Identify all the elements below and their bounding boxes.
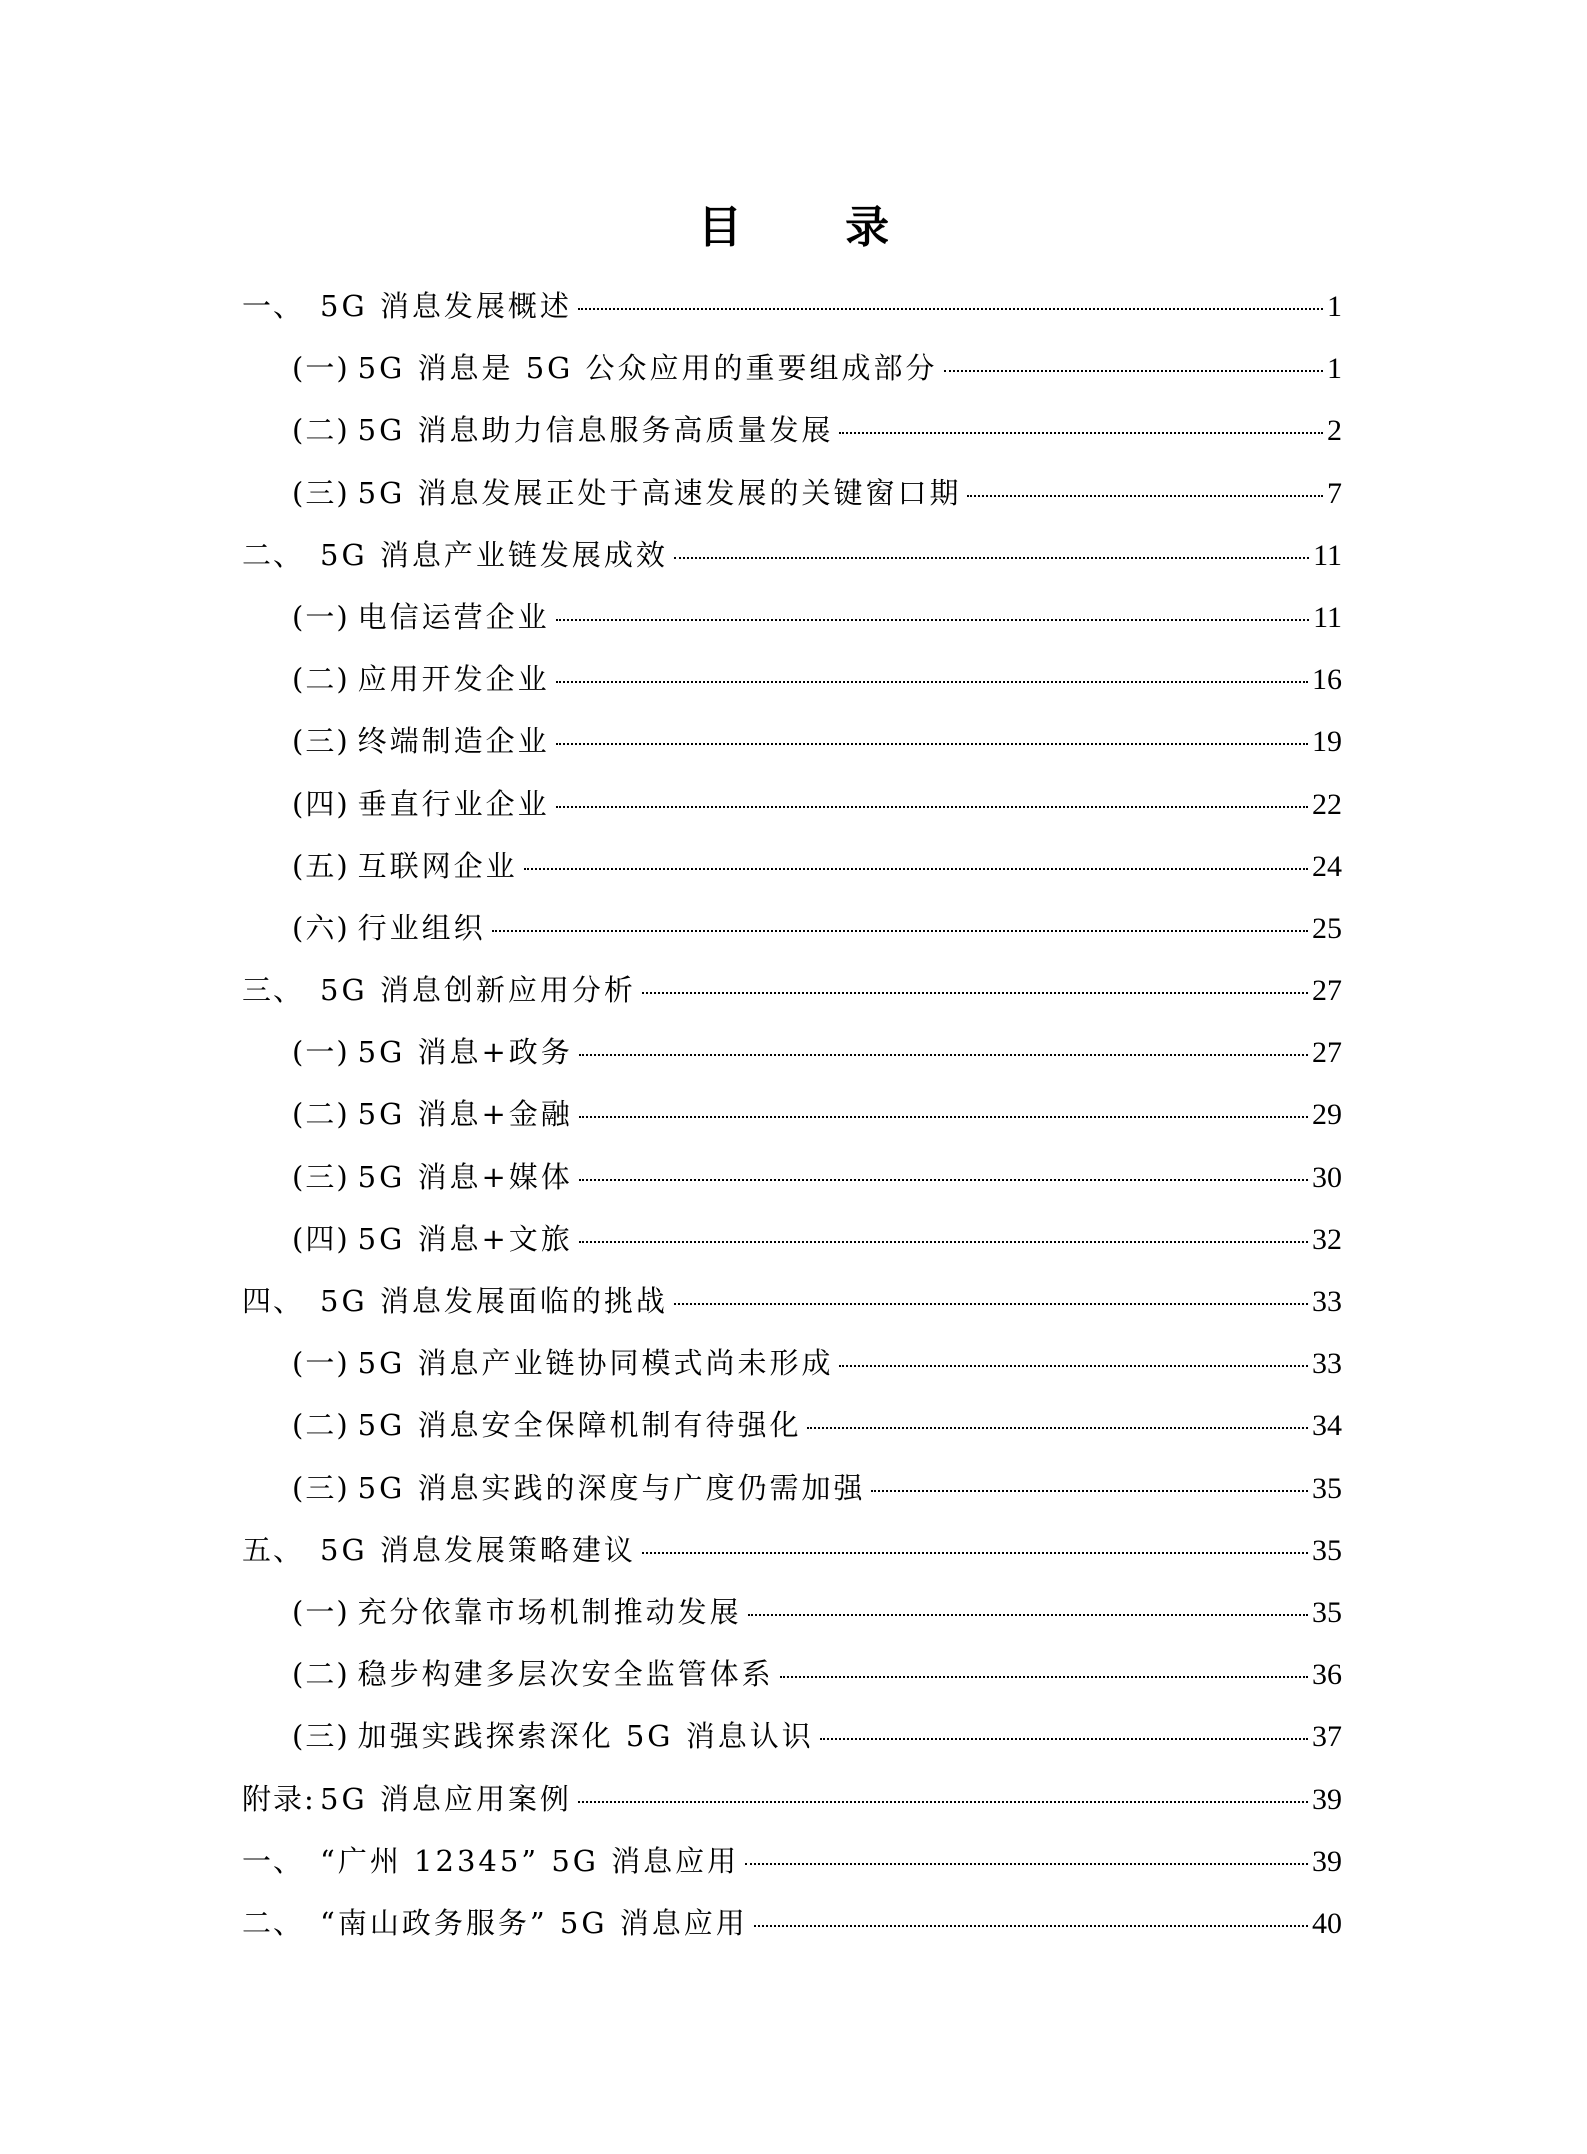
toc-entry-title: 5G 消息发展面临的挑战	[320, 1284, 668, 1318]
toc-section-entry[interactable]	[242, 1211, 1342, 1273]
toc-entry-title: 5G 消息安全保障机制有待强化	[357, 1408, 802, 1443]
toc-entry-title: 充分依靠市场机制推动发展	[357, 1594, 742, 1629]
toc-dot-leader	[754, 1925, 1308, 1927]
toc-entry-label	[292, 1211, 573, 1267]
toc-chapter-entry[interactable]	[242, 527, 1342, 589]
toc-page-number: 34	[1312, 1409, 1342, 1443]
toc-section-entry[interactable]	[242, 340, 1342, 402]
toc-entry-title: 5G 消息产业链发展成效	[320, 537, 668, 572]
toc-dot-leader	[556, 743, 1308, 745]
toc-entry-number: (二)	[292, 1097, 350, 1132]
toc-section-entry[interactable]	[242, 465, 1342, 527]
toc-entry-number: 三、	[242, 973, 305, 1008]
toc-entry-label	[242, 1895, 748, 1951]
toc-entry-number: (一)	[292, 1594, 350, 1629]
toc-entry-number: (一)	[292, 1346, 350, 1381]
toc-section-entry[interactable]	[242, 900, 1342, 962]
toc-entry-title: 垂直行业企业	[357, 786, 550, 821]
toc-entry-label	[242, 1522, 636, 1578]
toc-page-number: 16	[1312, 663, 1342, 697]
toc-entry-title: 稳步构建多层次安全监管体系	[357, 1657, 774, 1692]
toc-page-number: 27	[1312, 974, 1342, 1008]
toc-dot-leader	[579, 1116, 1308, 1118]
toc-dot-leader	[967, 495, 1323, 497]
toc-entry-number: (一)	[292, 351, 350, 386]
toc-entry-number: (三)	[292, 1719, 350, 1754]
toc-entry-number: 一、	[242, 1843, 305, 1878]
toc-page-number: 27	[1312, 1036, 1342, 1070]
toc-entry-title: “南山政务服务” 5G 消息应用	[320, 1905, 748, 1940]
toc-entry-number: (三)	[292, 1159, 350, 1194]
toc-dot-leader	[579, 1241, 1308, 1243]
toc-dot-leader	[820, 1738, 1308, 1740]
toc-dot-leader	[556, 806, 1308, 808]
toc-entry-title: 5G 消息+媒体	[357, 1159, 573, 1194]
toc-entry-label	[292, 1086, 573, 1142]
toc-section-entry[interactable]	[242, 651, 1342, 713]
toc-entry-number: (三)	[292, 1470, 350, 1505]
toc-section-entry[interactable]	[242, 713, 1342, 775]
toc-entry-label	[292, 1024, 573, 1080]
toc-entry-title: 终端制造企业	[357, 724, 550, 759]
toc-page-number: 19	[1312, 725, 1342, 759]
toc-entry-label	[292, 465, 961, 521]
toc-entry-number: (四)	[292, 1221, 350, 1256]
toc-entry-label	[292, 340, 938, 396]
toc-entry-number: (一)	[292, 1035, 350, 1070]
toc-page-number: 33	[1312, 1285, 1342, 1318]
toc-list	[242, 278, 1342, 1957]
toc-entry-label	[242, 962, 636, 1018]
toc-entry-number: (一)	[292, 599, 350, 634]
toc-entry-number: 二、	[242, 537, 305, 572]
toc-page-number: 25	[1312, 911, 1342, 945]
toc-entry-title: 5G 消息创新应用分析	[320, 973, 636, 1008]
toc-dot-leader	[578, 308, 1323, 310]
toc-entry-label	[292, 1397, 801, 1453]
toc-page-number: 2	[1327, 414, 1342, 448]
toc-entry-number: (二)	[292, 1657, 350, 1692]
toc-entry-title: 5G 消息实践的深度与广度仍需加强	[357, 1470, 866, 1505]
toc-entry-label	[292, 1584, 742, 1640]
toc-page-number: 11	[1313, 600, 1342, 634]
toc-dot-leader	[579, 1054, 1308, 1056]
toc-dot-leader	[745, 1863, 1308, 1865]
toc-entry-title: 5G 消息助力信息服务高质量发展	[357, 413, 834, 448]
toc-page-number: 32	[1312, 1222, 1342, 1256]
toc-entry-title: 5G 消息+政务	[357, 1035, 573, 1070]
toc-entry-label	[292, 589, 550, 645]
toc-entry-label	[292, 713, 550, 769]
toc-entry-label	[292, 402, 833, 458]
toc-section-entry[interactable]	[242, 838, 1342, 900]
toc-entry-number: 附录:	[242, 1781, 316, 1816]
toc-entry-number: 五、	[242, 1532, 305, 1567]
toc-page-number: 37	[1312, 1720, 1342, 1754]
toc-section-entry[interactable]	[242, 589, 1342, 651]
toc-page-number: 39	[1312, 1782, 1342, 1816]
toc-entry-label	[292, 838, 518, 894]
toc-page-number: 36	[1312, 1658, 1342, 1692]
toc-entry-title: 5G 消息+文旅	[357, 1221, 573, 1256]
toc-page-number: 1	[1327, 352, 1342, 386]
toc-page-number: 30	[1312, 1160, 1342, 1194]
toc-page-number: 33	[1312, 1347, 1342, 1381]
toc-entry-label	[242, 1771, 572, 1827]
toc-entry-title: 应用开发企业	[357, 662, 550, 697]
toc-section-entry[interactable]	[242, 1584, 1342, 1646]
toc-entry-label	[292, 776, 550, 832]
toc-section-entry[interactable]	[242, 1646, 1342, 1708]
toc-entry-title: 5G 消息是 5G 公众应用的重要组成部分	[357, 351, 938, 386]
toc-entry-label	[292, 1149, 573, 1205]
toc-entry-number: (二)	[292, 413, 350, 448]
toc-dot-leader	[839, 1365, 1308, 1367]
toc-page-number: 35	[1312, 1471, 1342, 1505]
toc-entry-title: 5G 消息发展概述	[320, 289, 572, 323]
toc-entry-title: 5G 消息+金融	[357, 1097, 573, 1132]
toc-entry-label	[242, 1273, 668, 1329]
toc-entry-title: 电信运营企业	[357, 599, 550, 634]
toc-entry-label	[292, 900, 486, 956]
toc-section-entry[interactable]	[242, 1397, 1342, 1459]
toc-entry-title: 行业组织	[357, 910, 486, 945]
toc-title: 目 录	[697, 202, 934, 253]
toc-dot-leader	[556, 681, 1308, 683]
toc-entry-number: 四、	[242, 1284, 305, 1318]
toc-entry-title: 互联网企业	[357, 848, 518, 883]
toc-dot-leader	[944, 370, 1323, 372]
toc-chapter-entry[interactable]	[242, 1273, 1342, 1335]
toc-chapter-entry[interactable]	[242, 1895, 1342, 1957]
toc-dot-leader	[674, 557, 1309, 559]
toc-entry-label	[292, 1708, 814, 1764]
toc-entry-title: 5G 消息产业链协同模式尚未形成	[357, 1346, 834, 1381]
toc-entry-number: (二)	[292, 662, 350, 697]
toc-page-number: 29	[1312, 1098, 1342, 1132]
toc-dot-leader	[839, 432, 1323, 434]
toc-section-entry[interactable]	[242, 1460, 1342, 1522]
toc-entry-label	[292, 651, 550, 707]
toc-entry-label	[242, 278, 572, 334]
toc-dot-leader	[674, 1303, 1308, 1305]
toc-dot-leader	[524, 868, 1308, 870]
toc-entry-title: “广州 12345” 5G 消息应用	[320, 1843, 740, 1878]
toc-entry-title: 加强实践探索深化 5G 消息认识	[357, 1719, 814, 1754]
toc-page-number: 35	[1312, 1533, 1342, 1567]
toc-entry-label	[292, 1646, 774, 1702]
toc-dot-leader	[556, 619, 1309, 621]
toc-entry-title: 5G 消息应用案例	[320, 1781, 572, 1816]
toc-chapter-entry[interactable]	[242, 1522, 1342, 1584]
toc-section-entry[interactable]	[242, 1708, 1342, 1770]
toc-chapter-entry[interactable]	[242, 1833, 1342, 1895]
toc-dot-leader	[642, 992, 1308, 994]
toc-chapter-entry[interactable]	[242, 1771, 1342, 1833]
toc-entry-number: (四)	[292, 786, 350, 821]
toc-entry-number: 一、	[242, 289, 305, 323]
toc-entry-number: (二)	[292, 1408, 350, 1443]
toc-dot-leader	[748, 1614, 1308, 1616]
toc-page-number: 1	[1327, 290, 1342, 323]
toc-section-entry[interactable]	[242, 1335, 1342, 1397]
toc-entry-number: (五)	[292, 848, 350, 883]
toc-page-number: 24	[1312, 849, 1342, 883]
toc-section-entry[interactable]	[242, 1086, 1342, 1148]
toc-entry-number: (三)	[292, 475, 350, 510]
toc-page-number: 11	[1313, 538, 1342, 572]
toc-dot-leader	[492, 930, 1308, 932]
toc-dot-leader	[579, 1179, 1308, 1181]
toc-chapter-entry[interactable]	[242, 278, 1342, 340]
toc-entry-number: (三)	[292, 724, 350, 759]
toc-entry-title: 5G 消息发展正处于高速发展的关键窗口期	[357, 475, 962, 510]
toc-page-number: 40	[1312, 1906, 1342, 1940]
toc-dot-leader	[642, 1552, 1308, 1554]
toc-entry-label	[242, 527, 668, 583]
toc-dot-leader	[807, 1427, 1308, 1429]
toc-entry-label	[242, 1833, 739, 1889]
toc-entry-label	[292, 1335, 833, 1391]
toc-page-number: 22	[1312, 787, 1342, 821]
toc-entry-title: 5G 消息发展策略建议	[320, 1532, 636, 1567]
toc-section-entry[interactable]	[242, 1024, 1342, 1086]
toc-entry-number: (六)	[292, 910, 350, 945]
toc-page-number: 35	[1312, 1595, 1342, 1629]
toc-chapter-entry[interactable]	[242, 962, 1342, 1024]
toc-entry-number: 二、	[242, 1905, 305, 1940]
toc-section-entry[interactable]	[242, 776, 1342, 838]
toc-section-entry[interactable]	[242, 1149, 1342, 1211]
toc-entry-label	[292, 1460, 865, 1516]
toc-dot-leader	[578, 1801, 1308, 1803]
toc-section-entry[interactable]	[242, 402, 1342, 464]
toc-dot-leader	[871, 1490, 1308, 1492]
toc-dot-leader	[780, 1676, 1308, 1678]
toc-page-number: 39	[1312, 1844, 1342, 1878]
toc-page-number: 7	[1327, 476, 1342, 510]
